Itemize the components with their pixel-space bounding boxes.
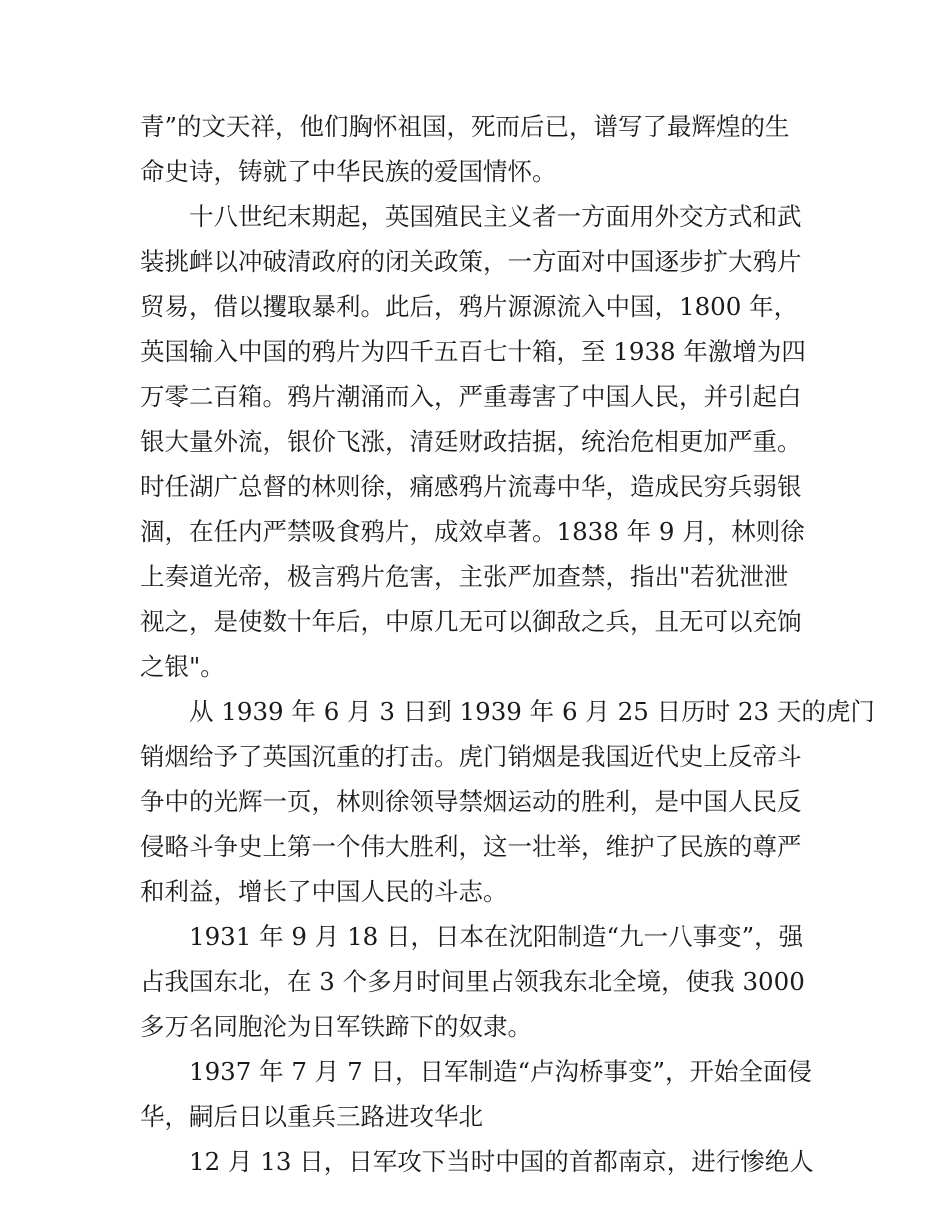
text-line: 占我国东北，在 3 个多月时间里占领我东北全境，使我 3000 bbox=[140, 967, 805, 996]
text-line: 和利益，增长了中国人民的斗志。 bbox=[140, 877, 508, 906]
text-line: 华，嗣后日以重兵三路进攻华北 bbox=[140, 1102, 483, 1131]
paragraph-start-line: 从 1939 年 6 月 3 日到 1939 年 6 月 25 日历时 23 天的虎门 bbox=[189, 697, 875, 726]
paragraph-start-line: 12 月 13 日，日军攻下当时中国的首都南京，进行惨绝人 bbox=[189, 1147, 814, 1176]
text-line: 青”的文天祥，他们胸怀祖国，死而后已，谱写了最辉煌的生 bbox=[140, 112, 790, 141]
body-text bbox=[140, 104, 875, 1184]
text-line: 销烟给予了英国沉重的打击。虎门销烟是我国近代史上反帝斗 bbox=[140, 742, 802, 771]
text-line: 争中的光辉一页，林则徐领导禁烟运动的胜利，是中国人民反 bbox=[140, 787, 802, 816]
text-line: 侵略斗争史上第一个伟大胜利，这一壮举，维护了民族的尊严 bbox=[140, 832, 802, 861]
text-line: 装挑衅以冲破清政府的闭关政策，一方面对中国逐步扩大鸦片 bbox=[140, 247, 802, 276]
text-line: 多万名同胞沦为日军铁蹄下的奴隶。 bbox=[140, 1012, 532, 1041]
text-line: 之银"。 bbox=[140, 652, 225, 681]
text-line: 英国输入中国的鸦片为四千五百七十箱，至 1938 年激增为四 bbox=[140, 337, 806, 366]
paragraph-start-line: 十八世纪末期起，英国殖民主义者一方面用外交方式和武 bbox=[189, 202, 802, 231]
text-line: 命史诗，铸就了中华民族的爱国情怀。 bbox=[140, 157, 557, 186]
paragraph-start-line: 1937 年 7 月 7 日，日军制造“卢沟桥事变”，开始全面侵 bbox=[189, 1057, 813, 1086]
text-line: 上奏道光帝，极言鸦片危害，主张严加查禁，指出"若犹泄泄 bbox=[140, 562, 789, 591]
text-line: 时任湖广总督的林则徐，痛感鸦片流毒中华，造成民穷兵弱银 bbox=[140, 472, 802, 501]
text-line: 视之，是使数十年后，中原几无可以御敌之兵，且无可以充饷 bbox=[140, 607, 802, 636]
paragraph-start-line: 1931 年 9 月 18 日，日本在沈阳制造“九一八事变”，强 bbox=[189, 922, 804, 951]
text-line: 万零二百箱。鸦片潮涌而入，严重毒害了中国人民，并引起白 bbox=[140, 382, 802, 411]
text-line: 涸，在任内严禁吸食鸦片，成效卓著。1838 年 9 月，林则徐 bbox=[140, 517, 805, 546]
text-line: 银大量外流，银价飞涨，清廷财政拮据，统治危相更加严重。 bbox=[140, 427, 802, 456]
text-line: 贸易，借以攫取暴利。此后，鸦片源源流入中国，1800 年， bbox=[140, 292, 799, 321]
